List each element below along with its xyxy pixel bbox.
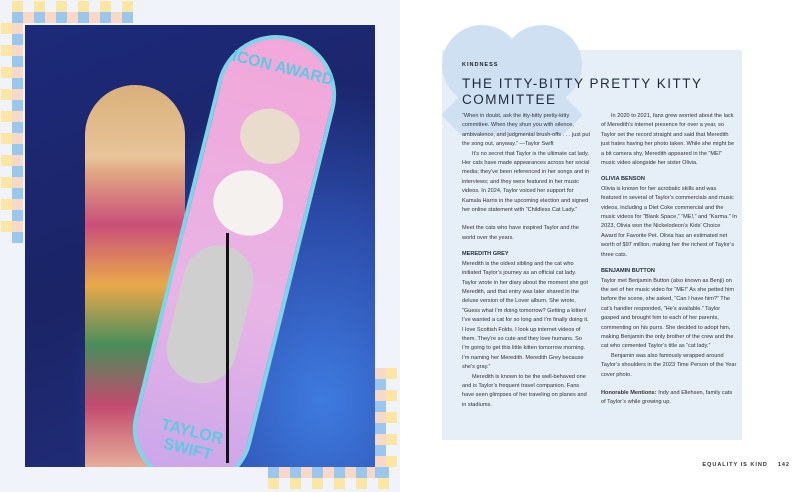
pattern-square <box>89 12 100 23</box>
pattern-square <box>23 12 34 23</box>
page-number: 142 <box>777 462 790 468</box>
pattern-square <box>334 478 345 489</box>
heading-benjamin-button: BENJAMIN BUTTON <box>601 268 655 275</box>
pattern-square <box>386 390 397 401</box>
section-kicker: KINDNESS <box>462 62 499 68</box>
pattern-square <box>279 467 290 478</box>
pattern-square <box>12 100 23 111</box>
pattern-square <box>375 390 386 401</box>
pattern-square <box>1 89 12 100</box>
pattern-square <box>375 445 386 456</box>
pattern-square <box>1 155 12 166</box>
pattern-square <box>78 12 89 23</box>
pattern-square <box>301 467 312 478</box>
pattern-square <box>100 1 111 12</box>
pattern-square <box>290 478 301 489</box>
pattern-square <box>122 1 133 12</box>
pattern-square <box>1 133 12 144</box>
honorable-mentions <box>601 389 737 408</box>
pattern-square <box>12 133 23 144</box>
pattern-square <box>268 478 279 489</box>
pattern-square <box>312 467 323 478</box>
pattern-square <box>12 210 23 221</box>
pattern-square <box>111 12 122 23</box>
pattern-square <box>386 412 397 423</box>
pattern-square <box>1 177 12 188</box>
pattern-square <box>375 379 386 390</box>
pattern-square <box>386 456 397 467</box>
pattern-square <box>323 467 334 478</box>
honorable-label: Honorable Mentions: <box>601 389 657 396</box>
pattern-square <box>100 12 111 23</box>
pattern-square <box>1 67 12 78</box>
pattern-square <box>375 467 386 478</box>
pattern-square <box>56 1 67 12</box>
pattern-square <box>12 111 23 122</box>
pattern-square <box>1 111 12 122</box>
pattern-square <box>1 45 12 56</box>
cat-image <box>234 102 306 170</box>
column-2 <box>601 112 737 408</box>
pattern-square <box>12 166 23 177</box>
pattern-square <box>12 34 23 45</box>
pattern-square <box>375 401 386 412</box>
pattern-square <box>12 177 23 188</box>
paragraph: It’s no secret that Taylor is the ultimate cat lady. Her cats have made appearances across her social media; they’ve been referenced in her songs and in interviews; and they were featured in her music videos. In 2024, Taylor voiced her support for Kamala Harris in the upcoming election and signed her online statement with “Childless Cat Lady.” <box>462 150 590 214</box>
pattern-square <box>67 12 78 23</box>
paragraph: Benjamin was also famously wrapped around Taylor’s shoulders in the 2023 Time Person of the Year cover photo. <box>601 352 737 378</box>
pattern-square <box>375 434 386 445</box>
board-text-top: ICON AWARD <box>230 47 336 90</box>
cat-image <box>159 238 261 391</box>
pattern-square <box>45 12 56 23</box>
heading-olivia-benson: OLIVIA BENSON <box>601 176 645 183</box>
pattern-square <box>12 232 23 243</box>
pattern-square <box>334 467 345 478</box>
pattern-square <box>12 12 23 23</box>
pattern-square <box>78 1 89 12</box>
pattern-square <box>378 478 389 489</box>
pattern-square <box>1 221 12 232</box>
pattern-square <box>12 122 23 133</box>
pattern-square <box>386 434 397 445</box>
pattern-square <box>386 368 397 379</box>
pattern-square <box>12 56 23 67</box>
pattern-square <box>1 199 12 210</box>
footer-section: EQUALITY IS KIND <box>702 462 768 468</box>
pattern-square <box>375 456 386 467</box>
pattern-square <box>1 23 12 34</box>
pattern-square <box>290 467 301 478</box>
heading-meredith-grey: MEREDITH GREY <box>462 251 509 258</box>
pattern-square <box>12 1 23 12</box>
paragraph: Meredith is the oldest sibling and the cat who initiated Taylor’s journey as an official cat lady. Taylor wrote in her diary about the moment she got Meredith, and that entry was later shared in the deluxe version of the Lover album. She wrote, “Guess what I’m doing tomorrow? Getting a kitten! I’ve wanted a cat for so long and I’m finally doing it. I love Scottish Folds. I look up internet videos of them. They’re so cute and they love humans. So I’m going to get this little kitten tomorrow morning. I’m naming her Meredith. Meredith Grey because she’s gray.” <box>462 260 589 371</box>
pattern-square <box>12 155 23 166</box>
pattern-square <box>56 12 67 23</box>
column-1 <box>462 112 590 410</box>
paragraph: Meredith is known to be the well-behaved one and is Taylor’s frequent travel companion. Fans have seen glimpses of her traveling on planes and in stadiums. <box>462 373 587 408</box>
pattern-square <box>12 78 23 89</box>
pattern-square <box>12 45 23 56</box>
paragraph: In 2020 to 2021, fans grew worried about the lack of Meredith’s internet presence for over a year, so Taylor set the record straight and said that Meredith just hates having her photo taken. While she might be a bit camera shy, Meredith appeared in the “ME!” music video alongside her sister Olivia. <box>601 113 735 167</box>
article-title: THE ITTY-BITTY PRETTY KITTY COMMITTEE <box>462 76 703 107</box>
paragraph: Taylor met Benjamin Button (also known as Benji) on the set of her music video for “ME!” As she petted him before the scene, she asked, “Can I have him?” The cat’s handler responded, “He’s available.” Taylor gasped and brought him to each of her parents, commenting on his purrs. She decided to adopt him, making Benjamin the only brother of the crew and the cat who cemented Taylor’s title as “cat lady.” <box>601 277 735 350</box>
paragraph: Olivia is known for her acrobatic skills and was featured in several of Taylor’s commercials and music videos, including a Diet Coke commercial and the music videos for “Blank Space,” “ME!,” and “Karma.” In 2023, Olivia won the Nickelodeon’s Kids’ Choice Award for Favorite Pet. Olivia has an estimated net worth of $97 million, making her the richest of Taylor’s three cats. <box>601 185 737 258</box>
pattern-square <box>356 467 367 478</box>
pattern-square <box>12 89 23 100</box>
board-text-bottom: TAYLOR SWIFT <box>159 416 225 464</box>
photo-taylor-swift-surfboard <box>25 25 375 467</box>
pattern-square <box>12 144 23 155</box>
pattern-square <box>12 23 23 34</box>
pattern-square <box>34 1 45 12</box>
paragraph: Meet the cats who have inspired Taylor and the world over the years. <box>462 225 579 241</box>
pattern-square <box>268 467 279 478</box>
pattern-square <box>12 188 23 199</box>
pattern-square <box>122 12 133 23</box>
pattern-square <box>12 199 23 210</box>
pattern-square <box>34 12 45 23</box>
pattern-square <box>375 423 386 434</box>
pattern-square <box>345 467 356 478</box>
pattern-square <box>312 478 323 489</box>
pattern-square <box>12 67 23 78</box>
pattern-square <box>356 478 367 489</box>
pattern-square <box>375 412 386 423</box>
honorable-text: Indy and Ellehsen, family cats of Taylor’s while growing up. <box>601 389 733 406</box>
pattern-square <box>375 368 386 379</box>
microphone-stand <box>226 233 229 463</box>
running-footer <box>702 462 790 468</box>
opening-quote: “When in doubt, ask the itty-bitty pretty-kitty committee. When they shun you with silence, ambivalence, and judgmental brush-offs . . . just put the song out, anyway.” —Taylor Swift <box>462 113 591 148</box>
pattern-square <box>12 221 23 232</box>
cat-image <box>206 163 290 243</box>
